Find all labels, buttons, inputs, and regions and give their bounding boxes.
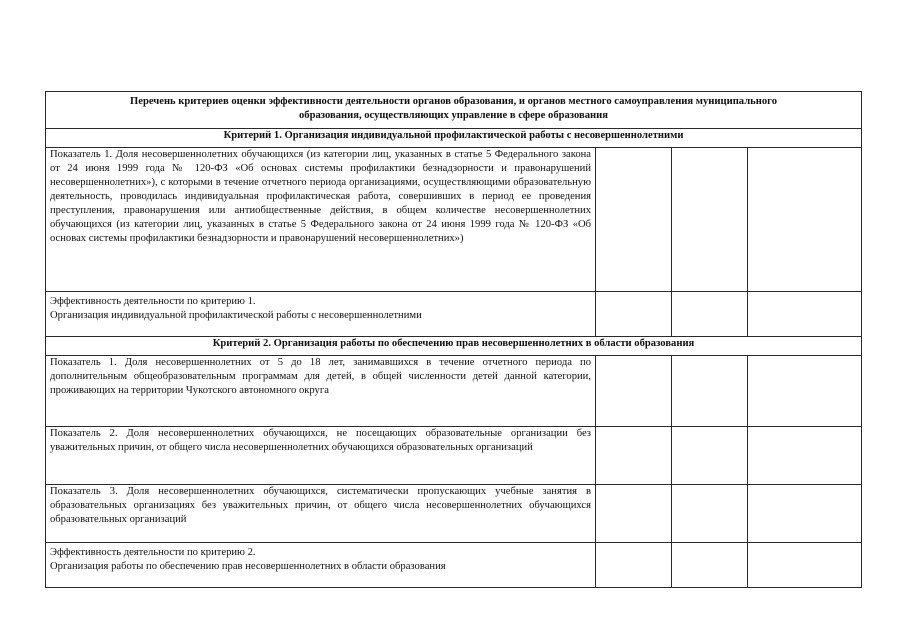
table-cell-empty [748, 427, 862, 485]
table-row [46, 148, 862, 292]
criterion-1-effectiveness [46, 292, 596, 337]
table-cell-empty [596, 148, 672, 292]
table-cell-empty [596, 543, 672, 588]
criterion-2-heading: Критерий 2. Организация работы по обеспечению прав несовершеннолетних в области образования [46, 337, 862, 356]
criterion-1-heading: Критерий 1. Организация индивидуальной профилактической работы с несовершеннолетними [46, 129, 862, 148]
table-row [46, 543, 862, 588]
table-cell-empty [748, 543, 862, 588]
criterion-1-effectiveness-line-2: Организация индивидуальной профилактической работы с несовершеннолетними [50, 310, 422, 321]
criterion-2-effectiveness-line-2: Организация работы по обеспечению прав несовершеннолетних в области образования [50, 561, 446, 572]
table-row [46, 292, 862, 337]
table-cell-empty [748, 485, 862, 543]
table-cell-empty [748, 292, 862, 337]
table-row [46, 485, 862, 543]
table-cell-empty [596, 427, 672, 485]
table-row [46, 427, 862, 485]
table-cell-empty [672, 356, 748, 427]
table-cell-empty [672, 292, 748, 337]
table-cell-empty [672, 427, 748, 485]
table-cell-empty [596, 356, 672, 427]
criterion-2-heading-row [46, 337, 862, 356]
table-cell-empty [672, 148, 748, 292]
table-cell-empty [748, 148, 862, 292]
criterion-2-indicator-1: Показатель 1. Доля несовершеннолетних от 5 до 18 лет, занимавшихся в течение отчетного периода по дополнительным общеобразовательным программам для детей, в общей численности детей данной категории, проживающих на территории Чукотского автономного округа [46, 356, 596, 427]
criterion-1-effectiveness-line-1: Эффективность деятельности по критерию 1. [50, 296, 256, 307]
table-title [46, 92, 862, 129]
criterion-1-indicator-1: Показатель 1. Доля несовершеннолетних обучающихся (из категории лиц, указанных в статье 5 Федерального закона от 24 июня 1999 года № 120-ФЗ «Об основах системы профилактики безнадзорности и правонарушений несовершеннолетних»), с которыми в течение отчетного периода организациями, осуществляющими образовательную деятельность, проводилась индивидуальная профилактическая работа, совершивших в период ее проведения преступления, правонарушения или антиобщественные действия, в общем количестве несовершеннолетних обучающихся (из категории лиц, указанных в статье 5 Федерального закона от 24 июня 1999 года № 120-ФЗ «Об основах системы профилактики безнадзорности и правонарушений несовершеннолетних») [46, 148, 596, 292]
criteria-table [45, 91, 862, 588]
table-title-line-2: образования, осуществляющих управление в сфере образования [299, 110, 608, 121]
table-cell-empty [748, 356, 862, 427]
table-cell-empty [672, 543, 748, 588]
criterion-1-heading-row [46, 129, 862, 148]
table-row [46, 356, 862, 427]
table-cell-empty [672, 485, 748, 543]
table-title-line-1: Перечень критериев оценки эффективности деятельности органов образования, и органов местного самоуправления муниципального [130, 96, 777, 107]
table-cell-empty [596, 292, 672, 337]
criterion-2-indicator-2: Показатель 2. Доля несовершеннолетних обучающихся, не посещающих образовательные организации без уважительных причин, от общего числа несовершеннолетних обучающихся образовательных организаций [46, 427, 596, 485]
criterion-2-effectiveness [46, 543, 596, 588]
table-cell-empty [596, 485, 672, 543]
criterion-2-effectiveness-line-1: Эффективность деятельности по критерию 2. [50, 547, 256, 558]
criterion-2-indicator-3: Показатель 3. Доля несовершеннолетних обучающихся, систематически пропускающих учебные занятия в образовательных организациях без уважительных причин, от общего числа несовершеннолетних обучающихся образовательных организаций [46, 485, 596, 543]
table-title-row [46, 92, 862, 129]
